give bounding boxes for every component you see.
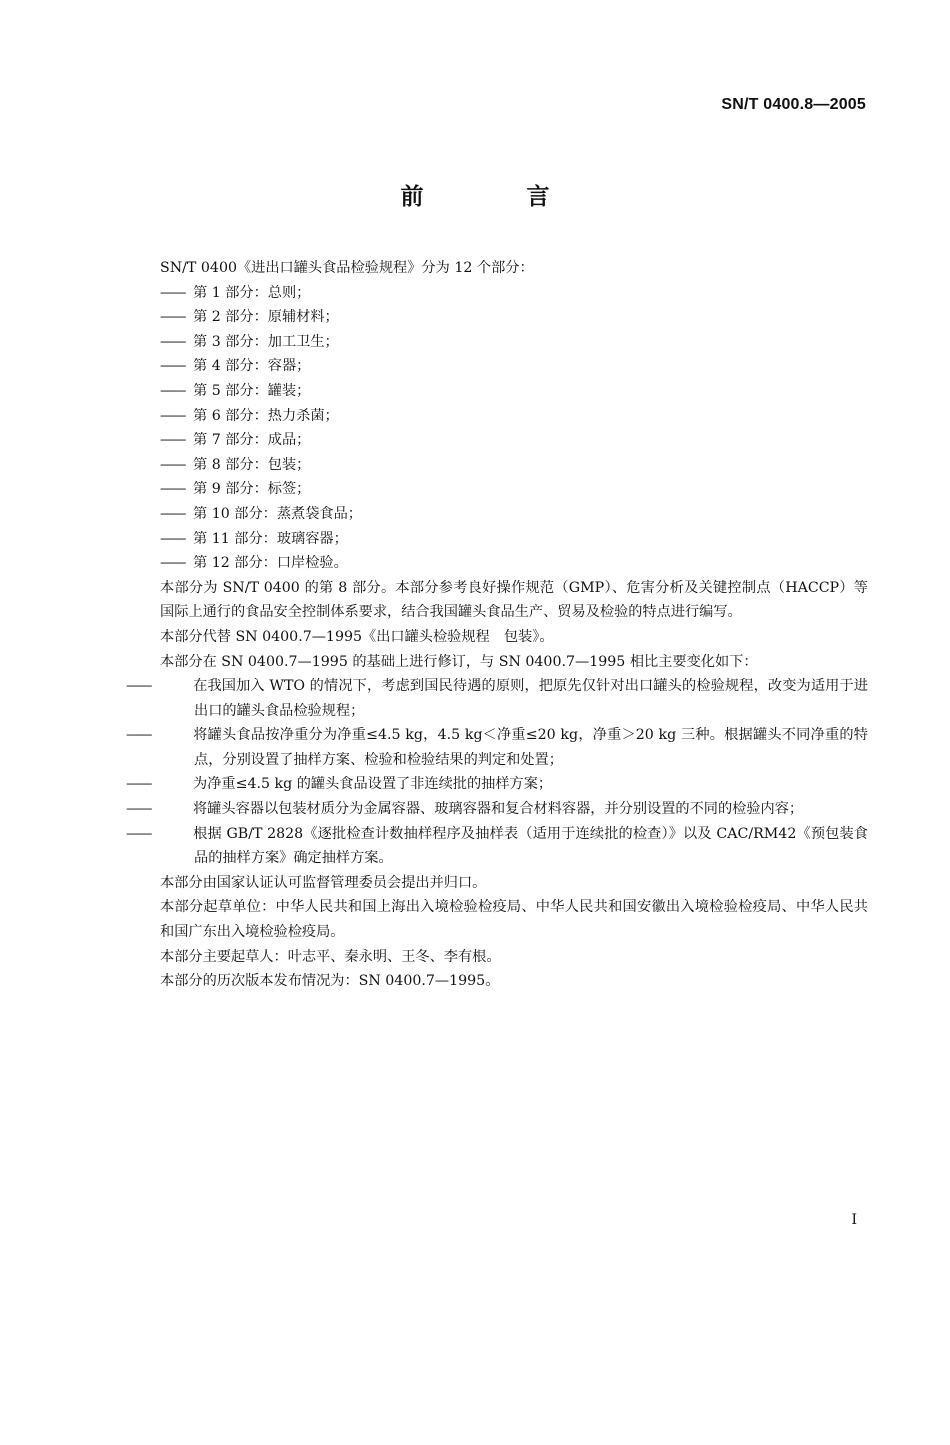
dash: —— (160, 358, 185, 375)
paragraph-drafting-units: 本部分起草单位：中华人民共和国上海出入境检验检疫局、中华人民共和国安徽出入境检验检疫局、中华人民共和国广东出入境检验检疫局。 (160, 899, 868, 941)
dash: —— (160, 456, 185, 473)
dash: —— (160, 407, 185, 424)
paragraph-replace: 本部分代替 SN 0400.7—1995《出口罐头检验规程 包装》。 (160, 628, 554, 645)
changes-list (126, 674, 868, 871)
list-item: —— 将罐头容器以包装材质分为金属容器、玻璃容器和复合材料容器，并分别设置的不同的检验内容； (160, 797, 868, 822)
list-item: —— 第 5 部分：罐装； (160, 379, 868, 404)
dash: —— (160, 382, 185, 399)
list-item: —— 第 6 部分：热力杀菌； (160, 404, 868, 429)
list-item: —— 第 8 部分：包装； (160, 453, 868, 478)
paragraph-proposer: 本部分由国家认证认可监督管理委员会提出并归口。 (160, 874, 487, 891)
paragraph-part8: 本部分为 SN/T 0400 的第 8 部分。本部分参考良好操作规范（GMP）、危害分析及关键控制点（HACCP）等国际上通行的食品安全控制体系要求，结合我国罐头食品生产、贸易及检验的特点进行编写。 (160, 579, 868, 621)
intro-line: SN/T 0400《进出口罐头食品检验规程》分为 12 个部分： (160, 260, 534, 276)
list-item: —— 第 7 部分：成品； (160, 428, 868, 453)
list-item: —— 第 10 部分：蒸煮袋食品； (160, 502, 868, 527)
dash: —— (160, 555, 185, 572)
dash: —— (160, 284, 185, 301)
list-item: —— 第 2 部分：原辅材料； (160, 305, 868, 330)
dash: —— (160, 481, 185, 498)
dash: —— (160, 432, 185, 449)
dash: —— (160, 530, 185, 547)
dash: —— (160, 309, 185, 326)
page-number: I (851, 1212, 857, 1228)
paragraph-drafters: 本部分主要起草人：叶志平、秦永明、王冬、李有根。 (160, 948, 501, 965)
parts-list (160, 281, 868, 576)
dash: —— (126, 825, 151, 842)
dash: —— (160, 505, 185, 522)
list-item: —— 根据 GB/T 2828《逐批检查计数抽样程序及抽样表（适用于连续批的检查）》以及 CAC/RM42《预包装食品的抽样方案》确定抽样方案。 (160, 822, 868, 871)
dash: —— (126, 678, 151, 695)
document-body (126, 256, 868, 994)
paragraph-revision: 本部分在 SN 0400.7—1995 的基础上进行修订，与 SN 0400.7—1995 相比主要变化如下： (160, 653, 758, 670)
list-item: —— 第 9 部分：标签； (160, 477, 868, 502)
dash: —— (126, 727, 151, 744)
list-item: —— 第 12 部分：口岸检验。 (160, 551, 868, 576)
dash: —— (160, 333, 185, 350)
list-item: —— 在我国加入 WTO 的情况下，考虑到国民待遇的原则，把原先仅针对出口罐头的检验规程，改变为适用于进出口的罐头食品检验规程； (160, 674, 868, 723)
page-title: 前 言 (400, 184, 590, 210)
list-item: —— 为净重≤4.5 kg 的罐头食品设置了非连续批的抽样方案； (160, 772, 868, 797)
list-item: —— 将罐头食品按净重分为净重≤4.5 kg，4.5 kg＜净重≤20 kg，净重＞20 kg 三种。根据罐头不同净重的特点，分别设置了抽样方案、检验和检验结果的判定和处置； (160, 723, 868, 772)
dash: —— (126, 776, 151, 793)
paragraph-history: 本部分的历次版本发布情况为：SN 0400.7—1995。 (160, 973, 500, 990)
list-item: —— 第 4 部分：容器； (160, 354, 868, 379)
list-item: —— 第 1 部分：总则； (160, 281, 868, 306)
list-item: —— 第 3 部分：加工卫生； (160, 330, 868, 355)
dash: —— (126, 801, 151, 818)
list-item: —— 第 11 部分：玻璃容器； (160, 527, 868, 552)
document-code: SN/T 0400.8—2005 (721, 96, 866, 113)
